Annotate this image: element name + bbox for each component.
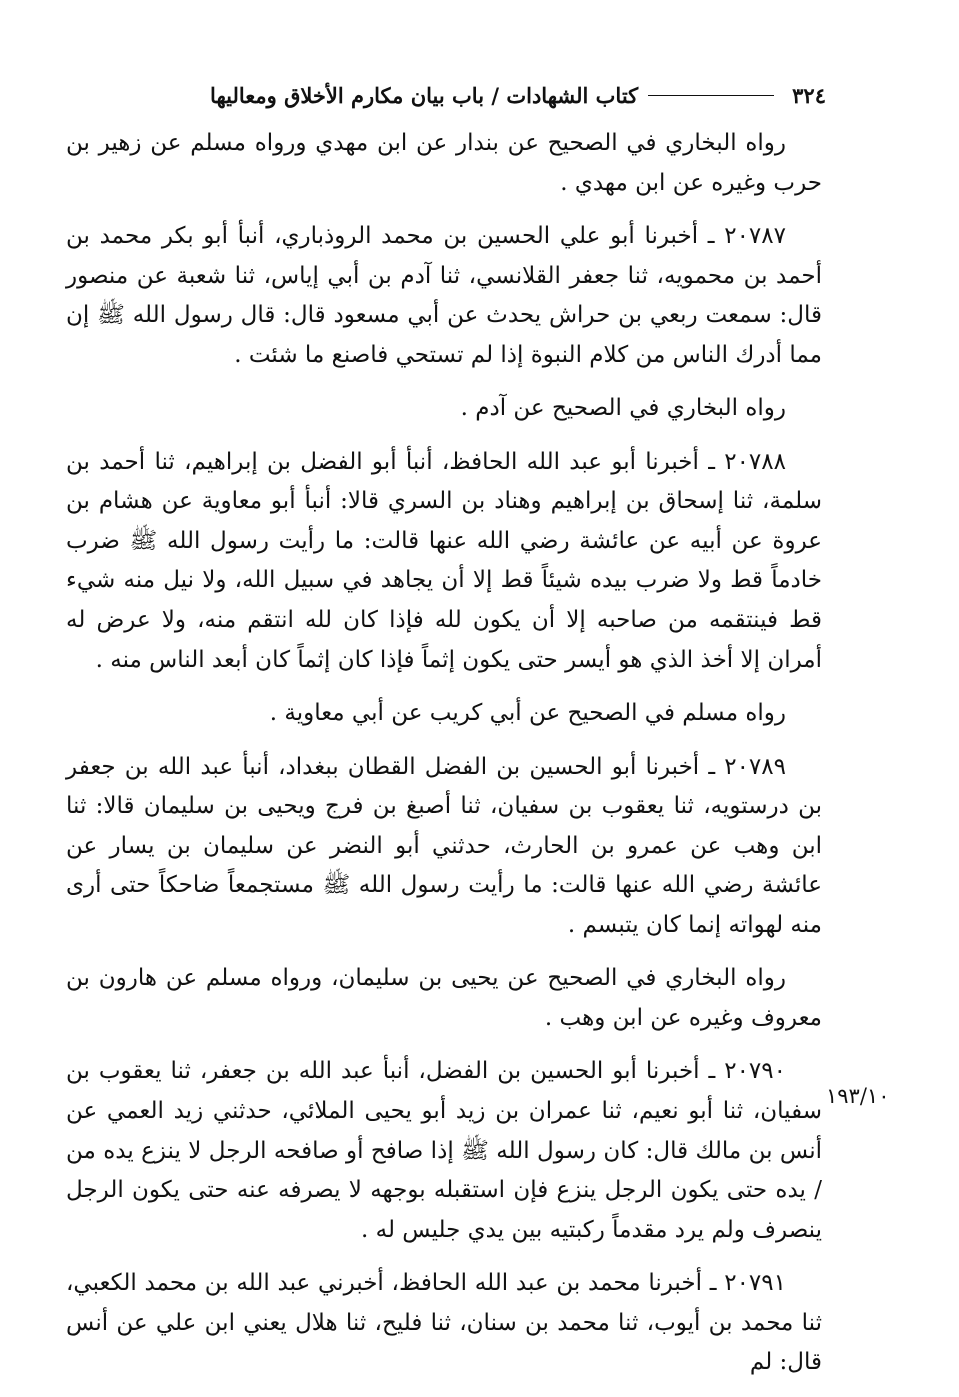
hadith-20791: ٢٠٧٩١ ـ أخبرنا محمد بن عبد الله الحافظ، أخبرني عبد الله بن محمد الكعبي، ثنا محمد بن أيوب، ثنا محمد بن سنان، ثنا فليح، ثنا هلال يعني ابن علي عن أنس قال: لم	[66, 1270, 822, 1376]
paragraph-narration: رواه البخاري في الصحيح عن بندار عن ابن مهدي ورواه مسلم عن زهير بن حرب وغيره عن ابن مهدي .	[66, 130, 822, 196]
paragraph-narration: رواه البخاري في الصحيح عن آدم .	[460, 395, 786, 422]
hadith-20790: ٢٠٧٩٠ ـ أخبرنا أبو الحسين بن الفضل، أنبأ عبد الله بن جعفر، ثنا يعقوب بن سفيان، ثنا أبو نعيم، ثنا عمران بن زيد أبو يحيى الملائي، حدثني زيد العمي عن أنس بن مالك قال: كان رسول الله ﷺ إذا صافح أو صافحه الرجل لا ينزع يده من / يده حتى يكون الرجل ينزع فإن استقبله بوجهه لا يصرفه عنه حتى يكون الرجل ينصرف ولم يرد مقدماً ركبتيه بين يدي جليس له .	[66, 1058, 822, 1243]
paragraph-narration: رواه مسلم في الصحيح عن أبي كريب عن أبي معاوية .	[269, 700, 786, 727]
hadith-20789: ٢٠٧٨٩ ـ أخبرنا أبو الحسين بن الفضل القطان ببغداد، أنبأ عبد الله بن جعفر بن درستويه، ثنا يعقوب بن سفيان، ثنا أصبغ بن فرج ويحيى بن سليمان قالا: ثنا ابن وهب عن عمرو بن الحارث، حدثني أبو النضر عن سليمان بن يسار عن عائشة رضي الله عنها قالت: ما رأيت رسول الله ﷺ مستجمعاً ضاحكاً حتى أرى منه لهواته إنما كان يتبسم .	[66, 753, 822, 938]
page-number: ٣٢٤	[792, 82, 826, 108]
hadith-20788: ٢٠٧٨٨ ـ أخبرنا أبو عبد الله الحافظ، أنبأ أبو الفضل بن إبراهيم، ثنا أحمد بن سلمة، ثنا إسحاق بن إبراهيم وهناد بن السري قالا: أنبأ أبو معاوية عن هشام بن عروة عن أبيه عن عائشة رضي الله عنها قالت: ما رأيت رسول الله ﷺ ضرب خادماً قط ولا ضرب بيده شيئاً قط إلا أن يجاهد في سبيل الله، ولا نيل منه شيء قط فينتقمه من صاحبه إلا أن يكون لله فإذا كان لله انتقم منه، ولا عرض له أمران إلا أخذ الذي هو أيسر حتى يكون إثماً فإذا كان إثماً كان أبعد الناس منه .	[66, 448, 822, 673]
body-text	[66, 124, 822, 1397]
header-title: كتاب الشهادات / باب بيان مكارم الأخلاق ومعاليها	[210, 82, 639, 108]
paragraph-narration: رواه البخاري في الصحيح عن يحيى بن سليمان، ورواه مسلم عن هارون بن معروف وغيره عن ابن وهب .	[66, 965, 822, 1031]
hadith-20787: ٢٠٧٨٧ ـ أخبرنا أبو علي الحسين بن محمد الروذباري، أنبأ أبو بكر محمد بن أحمد بن محمويه، ثنا جعفر القلانسي، ثنا آدم بن أبي إياس، ثنا شعبة عن منصور قال: سمعت ربعي بن حراش يحدث عن أبي مسعود قال: قال رسول الله ﷺ إن مما أدرك الناس من كلام النبوة إذا لم تستحي فاصنع ما شئت .	[66, 223, 822, 368]
header-rule	[648, 95, 774, 96]
running-header	[66, 78, 826, 112]
margin-volume-page-note: ١٩٣/١٠	[826, 1084, 890, 1108]
